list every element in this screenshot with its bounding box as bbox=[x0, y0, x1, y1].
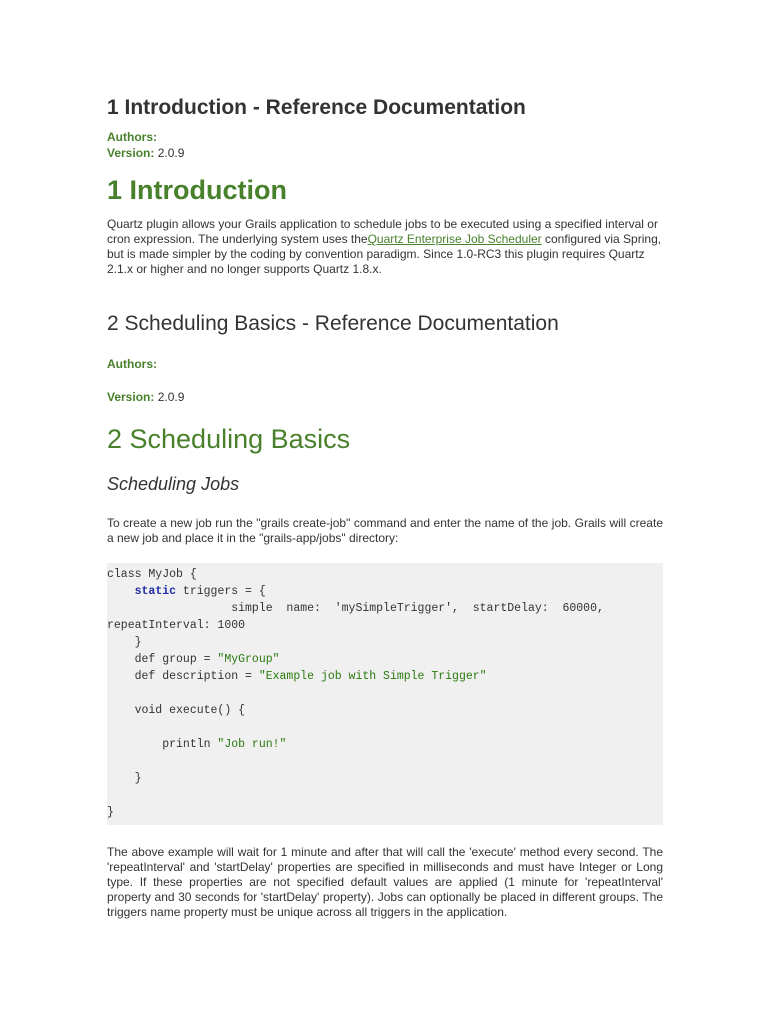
doc2-version-value: 2.0.9 bbox=[157, 390, 185, 404]
code-line: def description = "Example job with Simple Trigger" bbox=[107, 670, 487, 683]
code-line: } bbox=[107, 772, 142, 785]
doc-title: 1 Introduction - Reference Documentation bbox=[107, 96, 526, 119]
quartz-scheduler-link[interactable]: Quartz Enterprise Job Scheduler bbox=[367, 232, 542, 246]
doc2-authors-line bbox=[107, 357, 157, 371]
code-line bbox=[107, 719, 663, 736]
doc2-version-line bbox=[107, 390, 184, 404]
code-line bbox=[107, 753, 663, 770]
code-line: } bbox=[107, 806, 114, 819]
code-line: simple name: 'mySimpleTrigger', startDelay: 60000, bbox=[107, 602, 604, 615]
doc2-authors-label: Authors: bbox=[107, 357, 157, 371]
code-string: "MyGroup" bbox=[217, 653, 280, 666]
authors-label: Authors: bbox=[107, 130, 157, 144]
authors-line bbox=[107, 130, 157, 144]
outro-paragraph: The above example will wait for 1 minute and after that will call the 'execute' method every second. The 'repeatInterval' and 'startDelay' properties are specified in milliseconds and must have Integer or Long type. If these properties are not specified default values are applied (1 minute for 'repeatInterval' property and 30 seconds for 'startDelay' property). Jobs can optionally be placed in different groups. The triggers name property must be unique across all triggers in the application. bbox=[107, 845, 663, 919]
create-job-paragraph: To create a new job run the "grails create-job" command and enter the name of the job. Grails will create a new job and place it in the "grails-app/jobs" directory: bbox=[107, 516, 663, 545]
doc2-version-label: Version: bbox=[107, 390, 155, 404]
code-line bbox=[107, 787, 663, 804]
code-string: "Job run!" bbox=[217, 738, 287, 751]
code-block bbox=[107, 563, 663, 825]
code-line: void execute() { bbox=[107, 704, 246, 717]
version-label: Version: bbox=[107, 146, 155, 160]
intro-paragraph bbox=[107, 217, 663, 277]
basics-heading: 2 Scheduling Basics bbox=[107, 424, 351, 454]
code-line: repeatInterval: 1000 bbox=[107, 619, 246, 632]
doc2-title: 2 Scheduling Basics - Reference Documentation bbox=[107, 312, 559, 335]
code-line bbox=[107, 685, 663, 702]
code-line: def group = "MyGroup" bbox=[107, 653, 280, 666]
version-value: 2.0.9 bbox=[157, 146, 185, 160]
scheduling-jobs-subheading: Scheduling Jobs bbox=[107, 474, 240, 494]
code-keyword: static bbox=[134, 585, 177, 598]
code-line: static triggers = { bbox=[134, 585, 266, 598]
code-string: "Example job with Simple Trigger" bbox=[258, 670, 487, 683]
code-line: } bbox=[107, 636, 142, 649]
intro-text-after-link: configured via Spring, but is made simpler by the coding by convention paradigm. Since 1.0-RC3 this plugin requires Quartz 2.1.x or higher and no longer supports Quartz 1.8.x. bbox=[107, 232, 662, 276]
intro-text-before-link: Quartz plugin allows your Grails application to schedule jobs to be executed using a specified interval or cron expression. The underlying system uses the bbox=[107, 217, 658, 246]
code-line: println "Job run!" bbox=[107, 738, 287, 751]
code-line: class MyJob { bbox=[107, 568, 197, 581]
version-line bbox=[107, 146, 184, 160]
intro-heading: 1 Introduction bbox=[107, 175, 287, 205]
